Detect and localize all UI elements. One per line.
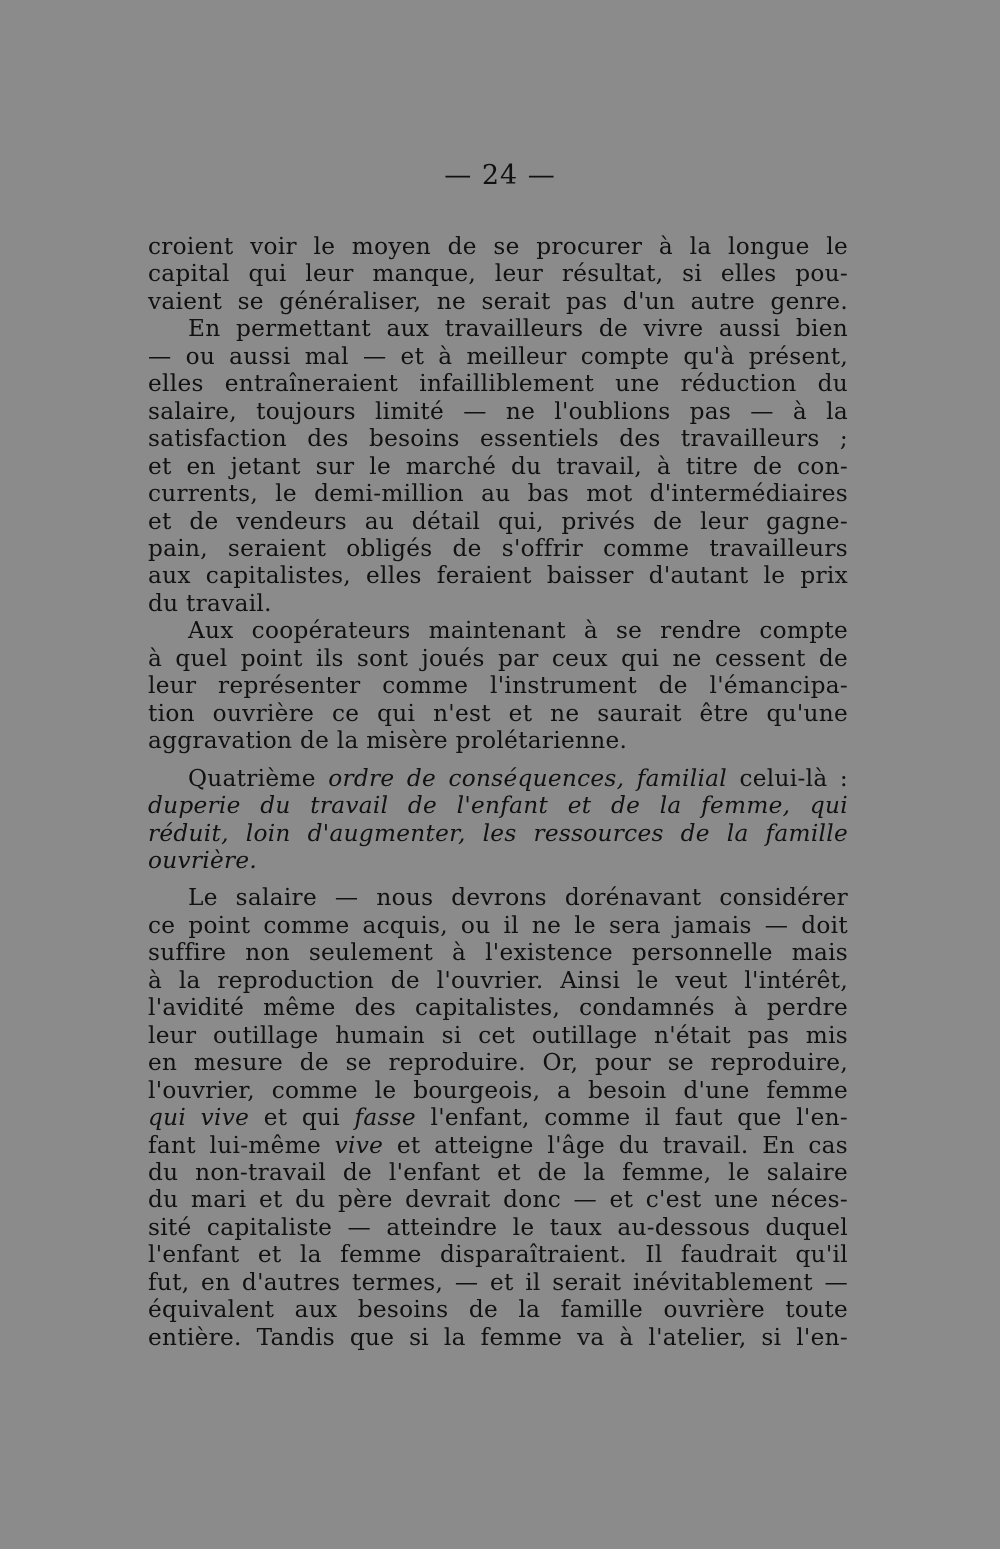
text-run: et qui [249,1104,355,1132]
text-run: l'enfant, comme il faut que l'en- [415,1104,848,1132]
text-line: salaire, toujours limité — ne l'oublions pas — à la [148,397,848,425]
text-run: celui-là : [727,764,849,792]
text-line: l'avidité même des capitalistes, condamnés à perdre [148,994,848,1022]
text-line: ce point comme acquis, ou il ne le sera jamais — doit [148,911,848,939]
text-line: — ou aussi mal — et à meilleur compte qu'à présent, [148,342,848,370]
text-line: pain, seraient obligés de s'offrir comme travailleurs [148,534,848,562]
italic-line: réduit, loin d'augmenter, les ressources de la famille [148,819,848,847]
text-line: l'ouvrier, comme le bourgeois, a besoin d'une femme [148,1076,848,1104]
text-line: équivalent aux besoins de la famille ouvrière toute [148,1296,848,1324]
italic-run: vive [334,1131,384,1159]
text-line: en mesure de se reproduire. Or, pour se reproduire, [148,1049,848,1077]
text-line: suffire non seulement à l'existence personnelle mais [148,939,848,967]
text-line: Aux coopérateurs maintenant à se rendre compte [188,617,848,645]
text-line: et en jetant sur le marché du travail, à titre de con- [148,452,848,480]
text-line [148,765,848,792]
text-line: entière. Tandis que si la femme va à l'atelier, si l'en- [148,1323,848,1351]
text-line: sité capitaliste — atteindre le taux au-dessous duquel [148,1213,848,1241]
paragraph-3 [148,617,848,754]
text-line: elles entraîneraient infailliblement une réduction du [148,370,848,398]
italic-run: ordre de conséquences, familial [328,764,728,792]
text-line: leur représenter comme l'instrument de l'émancipa- [148,672,848,700]
text-line: aux capitalistes, elles feraient baisser d'autant le prix [148,562,848,590]
text-line: à quel point ils sont joués par ceux qui ne cessent de [148,644,848,672]
text-line: du travail. [148,589,272,617]
text-line: vaient se généraliser, ne serait pas d'un autre genre. [148,287,848,315]
text-line: croient voir le moyen de se procurer à la longue le [148,233,848,260]
text-line: satisfaction des besoins essentiels des travailleurs ; [148,425,848,453]
italic-run: fasse [354,1104,416,1132]
text-line: l'enfant et la femme disparaîtraient. Il faudrait qu'il [148,1241,848,1269]
text-line: leur outillage humain si cet outillage n'était pas mis [148,1021,848,1049]
text-line: du mari et du père devrait donc — et c'est une néces- [148,1186,848,1214]
text-line [148,1132,848,1159]
italic-run: qui vive [148,1104,250,1132]
text-line: Le salaire — nous devrons dorénavant considérer [188,884,848,912]
text-line: aggravation de la misère prolétarienne. [148,727,628,755]
text-run: et atteigne l'âge du travail. En cas [383,1131,848,1159]
text-line: du non-travail de l'enfant et de la femme, le salaire [148,1158,848,1186]
text-line: fut, en d'autres termes, — et il serait inévitablement — [148,1268,848,1296]
text-line: capital qui leur manque, leur résultat, si elles pou- [148,260,848,288]
italic-line: duperie du travail de l'enfant et de la femme, qui [148,792,848,820]
paragraph-1 [148,233,848,315]
text-run: fant lui-même [148,1131,335,1159]
text-line: tion ouvrière ce qui n'est et ne saurait être qu'une [148,699,848,727]
text-line: En permettant aux travailleurs de vivre aussi bien [188,315,848,343]
paragraph-5 [148,884,848,1351]
text-line [148,1104,848,1131]
text-line: à la reproduction de l'ouvrier. Ainsi le veut l'intérêt, [148,966,848,994]
page-number: — 24 — [444,160,556,191]
paragraph-2 [148,315,848,617]
text-line: et de vendeurs au détail qui, privés de leur gagne- [148,507,848,535]
paragraph-4 [148,765,848,875]
body-text [148,233,848,1351]
text-run: Quatrième [188,764,329,792]
italic-line: ouvrière. [148,846,258,874]
text-line: currents, le demi-million au bas mot d'intermédiaires [148,480,848,508]
